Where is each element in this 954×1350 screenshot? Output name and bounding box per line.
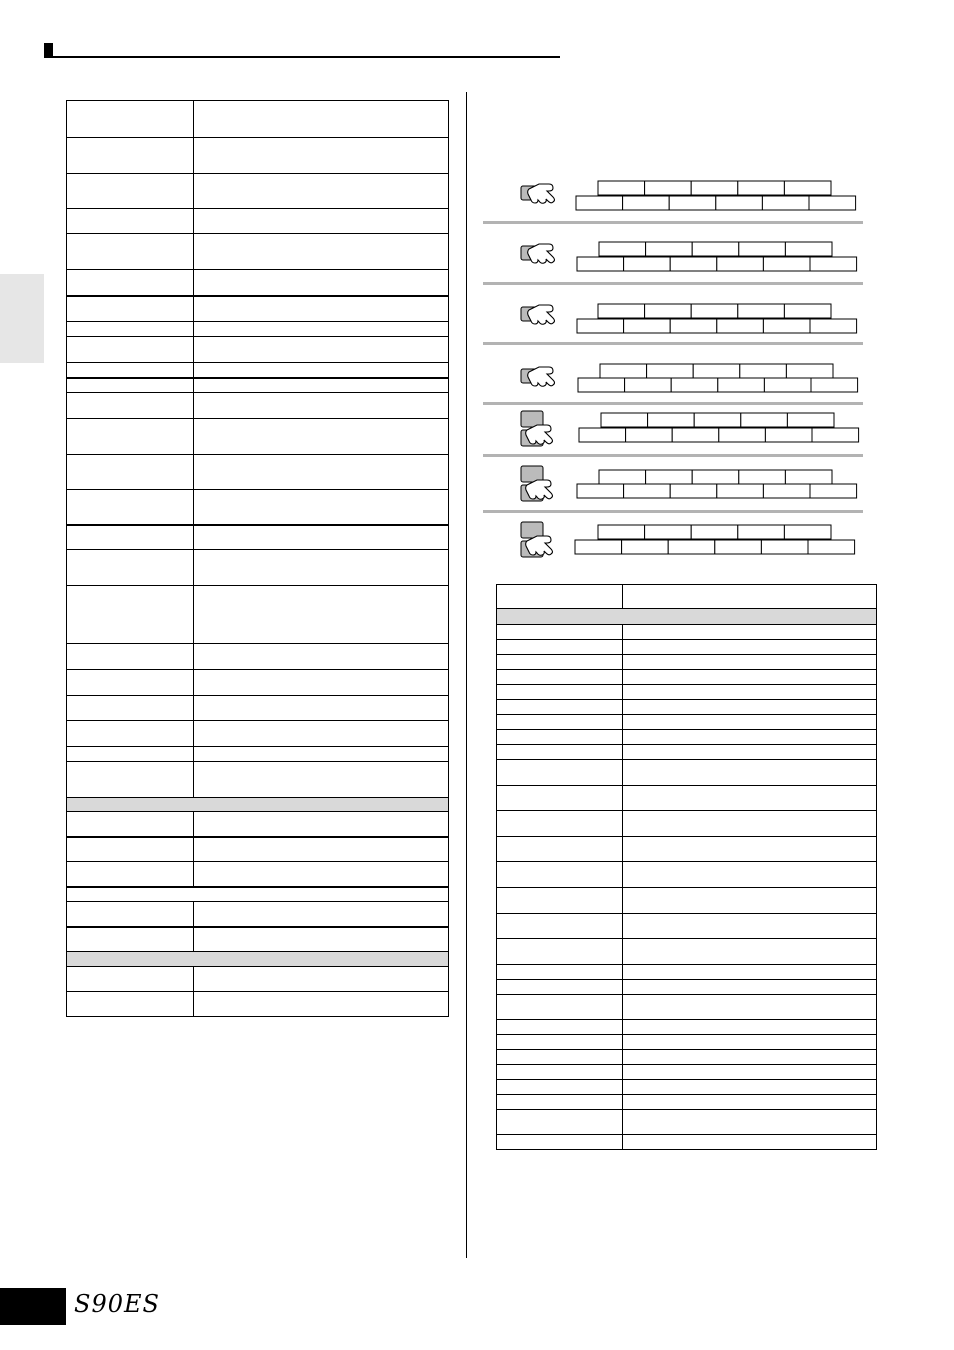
left-table-label-cell — [67, 296, 194, 322]
left-table-row — [67, 138, 449, 174]
sequence-box — [717, 257, 764, 271]
sequence-box — [716, 196, 763, 210]
sequence-box — [575, 540, 622, 554]
sequence-box — [623, 196, 670, 210]
left-table-row — [67, 967, 449, 992]
sequence-box — [740, 364, 787, 378]
right-table-label-cell — [497, 640, 623, 655]
right-table-value-cell — [623, 980, 877, 995]
left-table-value-cell — [194, 902, 449, 927]
right-table-label-cell — [497, 914, 623, 939]
left-table-value-cell — [194, 337, 449, 363]
right-table-label-cell — [497, 1020, 623, 1035]
sequence-box — [810, 484, 857, 498]
left-table-label-cell — [67, 525, 194, 550]
right-table-value-cell — [623, 700, 877, 715]
sequence-box — [692, 242, 739, 256]
left-table-row — [67, 455, 449, 490]
left-table-value-cell — [194, 550, 449, 586]
left-table-label-cell — [67, 393, 194, 419]
sequence-box — [694, 413, 741, 427]
right-table-label-cell — [497, 995, 623, 1020]
sequence-box — [670, 319, 717, 333]
sequence-box — [810, 319, 857, 333]
left-table-value-cell — [194, 393, 449, 419]
right-table-row — [497, 980, 877, 995]
right-table-row — [497, 914, 877, 939]
sequence-box — [763, 484, 810, 498]
right-table-label-cell — [497, 685, 623, 700]
right-table-value-cell — [623, 1135, 877, 1150]
left-table-label-cell — [67, 378, 194, 393]
right-table-row — [497, 939, 877, 965]
right-table-value-cell — [623, 670, 877, 685]
sequence-box — [599, 242, 646, 256]
sequence-box — [601, 413, 648, 427]
left-table-value-cell — [194, 209, 449, 234]
left-table-value-cell — [194, 322, 449, 337]
sequence-box — [762, 196, 809, 210]
diagram-separator — [483, 402, 863, 405]
sequence-box — [577, 484, 624, 498]
left-table-value-cell — [194, 586, 449, 644]
left-table-value-cell — [194, 419, 449, 455]
right-table-row — [497, 640, 877, 655]
left-table-row — [67, 101, 449, 138]
sequence-box — [761, 540, 808, 554]
sequence-box — [763, 319, 810, 333]
right-table-value-cell — [623, 837, 877, 862]
left-table-row — [67, 378, 449, 393]
left-table-value-cell — [194, 927, 449, 952]
left-table-value-cell — [194, 490, 449, 525]
left-table-value-cell — [194, 644, 449, 670]
left-table-row — [67, 644, 449, 670]
sequence-box — [691, 181, 738, 195]
sequence-box — [669, 196, 716, 210]
left-table-row — [67, 234, 449, 270]
sequence-box — [784, 304, 831, 318]
pointing-hand-icon — [526, 480, 553, 499]
left-table-row — [67, 550, 449, 586]
right-table-row — [497, 585, 877, 609]
left-table-row — [67, 174, 449, 209]
pointing-hand-icon — [528, 244, 555, 263]
diagram-separator — [483, 342, 863, 345]
right-table-label-cell — [497, 1110, 623, 1135]
sequence-box — [765, 428, 812, 442]
right-table-value-cell — [623, 914, 877, 939]
right-table-label-cell — [497, 1135, 623, 1150]
pointing-hand-icon — [526, 536, 553, 555]
sequence-box — [648, 413, 695, 427]
right-table-value-cell — [623, 1065, 877, 1080]
left-table-row — [67, 862, 449, 887]
right-table-label-cell — [497, 786, 623, 811]
left-table-row — [67, 670, 449, 696]
right-table-label-cell — [497, 625, 623, 640]
sequence-box — [646, 242, 693, 256]
left-table-section-cell — [67, 887, 449, 902]
right-table-row — [497, 609, 877, 625]
right-table-row — [497, 811, 877, 837]
left-table-label-cell — [67, 721, 194, 747]
button-icon — [521, 369, 547, 383]
sequence-box — [738, 304, 785, 318]
sequence-box — [625, 378, 672, 392]
left-table-value-cell — [194, 234, 449, 270]
right-table-row — [497, 655, 877, 670]
page-number-box — [0, 1288, 66, 1325]
sequence-box — [577, 319, 624, 333]
sequence-box — [626, 428, 673, 442]
sequence-box — [717, 484, 764, 498]
right-table-row — [497, 1035, 877, 1050]
left-table-value-cell — [194, 992, 449, 1017]
right-table-row — [497, 760, 877, 786]
right-table-row — [497, 1020, 877, 1035]
sequence-box — [670, 484, 717, 498]
right-table-value-cell — [623, 640, 877, 655]
sequence-box — [784, 181, 831, 195]
right-table-label-cell — [497, 1080, 623, 1095]
right-table-label-cell — [497, 670, 623, 685]
button-icon — [521, 411, 543, 427]
left-table-row — [67, 490, 449, 525]
sequence-box — [598, 525, 645, 539]
right-table-row — [497, 625, 877, 640]
right-table-label-cell — [497, 888, 623, 914]
left-table-value-cell — [194, 862, 449, 887]
sequence-box — [811, 378, 858, 392]
left-table-row — [67, 887, 449, 902]
left-table-row — [67, 419, 449, 455]
right-table-label-cell — [497, 862, 623, 888]
sequence-box — [576, 196, 623, 210]
diagram-separator — [483, 221, 863, 224]
sequence-box — [738, 525, 785, 539]
left-table-row — [67, 337, 449, 363]
sequence-box — [764, 378, 811, 392]
left-table-value-cell — [194, 270, 449, 296]
sequence-box — [763, 257, 810, 271]
right-table-value-cell — [623, 862, 877, 888]
right-table-value-cell — [623, 939, 877, 965]
right-table-value-cell — [623, 730, 877, 745]
button-icon — [521, 485, 543, 501]
right-table-label-cell — [497, 1050, 623, 1065]
left-table-label-cell — [67, 490, 194, 525]
sequence-box — [671, 378, 718, 392]
right-table-label-cell — [497, 715, 623, 730]
right-table-value-cell — [623, 1080, 877, 1095]
right-table-row — [497, 995, 877, 1020]
left-table-value-cell — [194, 696, 449, 721]
right-table-row — [497, 685, 877, 700]
right-table-row — [497, 730, 877, 745]
sequence-box — [785, 470, 832, 484]
right-table-label-cell — [497, 811, 623, 837]
sequence-box — [600, 364, 647, 378]
button-icon — [521, 522, 543, 538]
left-table-label-cell — [67, 337, 194, 363]
right-table-label-cell — [497, 1065, 623, 1080]
sequence-box — [645, 525, 692, 539]
left-table-row — [67, 363, 449, 378]
right-parameter-table — [496, 584, 877, 1150]
diagram-separator — [483, 510, 863, 513]
pointing-hand-icon — [528, 184, 555, 203]
left-table-row — [67, 812, 449, 837]
right-table-row — [497, 965, 877, 980]
left-table-value-cell — [194, 525, 449, 550]
sequence-box — [579, 428, 626, 442]
left-table-label-cell — [67, 322, 194, 337]
right-table-label-cell — [497, 760, 623, 786]
sequence-box — [786, 364, 833, 378]
sequence-box — [693, 364, 740, 378]
right-table-label-cell — [497, 837, 623, 862]
sequence-box — [645, 181, 692, 195]
sequence-box — [668, 540, 715, 554]
right-table-row — [497, 1050, 877, 1065]
left-table-row — [67, 837, 449, 862]
left-table-row — [67, 696, 449, 721]
sequence-box — [691, 304, 738, 318]
right-table-value-cell — [623, 1020, 877, 1035]
pointing-hand-icon — [528, 367, 555, 386]
pointing-hand-icon — [528, 305, 555, 324]
left-table-row — [67, 270, 449, 296]
right-table-value-cell — [623, 811, 877, 837]
right-table-row — [497, 1065, 877, 1080]
left-table-row — [67, 762, 449, 798]
left-table-row — [67, 927, 449, 952]
left-table-label-cell — [67, 696, 194, 721]
right-table-row — [497, 670, 877, 685]
left-table-value-cell — [194, 455, 449, 490]
left-table-row — [67, 902, 449, 927]
right-table-value-cell — [623, 786, 877, 811]
diagram-separator — [483, 282, 863, 285]
left-table-row — [67, 296, 449, 322]
left-table-label-cell — [67, 670, 194, 696]
right-table-row — [497, 888, 877, 914]
sequence-box — [624, 484, 671, 498]
column-divider — [466, 92, 467, 1258]
right-table-value-cell — [623, 1035, 877, 1050]
right-table-value-cell — [623, 625, 877, 640]
right-table-row — [497, 862, 877, 888]
sequence-box — [645, 304, 692, 318]
right-table-label-cell — [497, 1095, 623, 1110]
sequence-box — [739, 242, 786, 256]
sequence-box — [812, 428, 859, 442]
sequence-box — [647, 364, 694, 378]
left-table-value-cell — [194, 174, 449, 209]
sequence-box — [718, 378, 765, 392]
left-table-value-cell — [194, 363, 449, 378]
sequence-box — [622, 540, 669, 554]
diagram-separator — [483, 454, 863, 457]
left-table-value-cell — [194, 378, 449, 393]
pointing-hand-icon — [526, 425, 553, 444]
right-table-value-cell — [623, 1095, 877, 1110]
left-table-label-cell — [67, 644, 194, 670]
left-table-label-cell — [67, 927, 194, 952]
right-table-row — [497, 715, 877, 730]
right-table-row — [497, 1110, 877, 1135]
right-table-label-cell — [497, 745, 623, 760]
sequence-box — [672, 428, 719, 442]
left-table-row — [67, 393, 449, 419]
sequence-box — [691, 525, 738, 539]
right-table-row — [497, 745, 877, 760]
left-table-row — [67, 322, 449, 337]
right-table-row — [497, 1135, 877, 1150]
left-table-section-cell — [67, 798, 449, 812]
sequence-box — [808, 540, 855, 554]
left-table-label-cell — [67, 586, 194, 644]
left-table-label-cell — [67, 992, 194, 1017]
left-table-value-cell — [194, 967, 449, 992]
left-table-label-cell — [67, 862, 194, 887]
left-table-label-cell — [67, 550, 194, 586]
right-table-value-cell — [623, 1050, 877, 1065]
right-table-row — [497, 700, 877, 715]
button-icon — [521, 307, 547, 321]
right-table-value-cell — [623, 888, 877, 914]
header-rule — [44, 56, 560, 58]
left-table-row — [67, 209, 449, 234]
button-icon — [521, 186, 547, 200]
button-icon — [521, 466, 543, 482]
sequence-box — [646, 470, 693, 484]
sequence-box — [624, 257, 671, 271]
right-table-row — [497, 837, 877, 862]
right-table-value-cell — [623, 965, 877, 980]
left-table-label-cell — [67, 101, 194, 138]
left-table-label-cell — [67, 837, 194, 862]
right-table-value-cell — [623, 995, 877, 1020]
left-table-label-cell — [67, 363, 194, 378]
left-table-value-cell — [194, 721, 449, 747]
sequence-box — [577, 257, 624, 271]
sequence-box — [598, 304, 645, 318]
right-table-value-cell — [623, 715, 877, 730]
sequence-box — [715, 540, 762, 554]
left-table-label-cell — [67, 234, 194, 270]
right-table-value-cell — [623, 685, 877, 700]
left-table-label-cell — [67, 419, 194, 455]
left-table-label-cell — [67, 812, 194, 837]
right-table-label-cell — [497, 655, 623, 670]
right-table-row — [497, 1080, 877, 1095]
sequence-box — [785, 242, 832, 256]
sequence-box — [739, 470, 786, 484]
right-table-label-cell — [497, 730, 623, 745]
left-table-label-cell — [67, 174, 194, 209]
right-table-row — [497, 1095, 877, 1110]
sequence-box — [624, 319, 671, 333]
left-table-section-cell — [67, 952, 449, 967]
sequence-box — [738, 181, 785, 195]
left-table-label-cell — [67, 762, 194, 798]
left-table-label-cell — [67, 967, 194, 992]
right-table-row — [497, 786, 877, 811]
left-table-row — [67, 952, 449, 967]
left-table-value-cell — [194, 812, 449, 837]
left-table-row — [67, 586, 449, 644]
sequence-box — [717, 319, 764, 333]
left-table-value-cell — [194, 138, 449, 174]
left-table-value-cell — [194, 747, 449, 762]
left-table-label-cell — [67, 455, 194, 490]
sequence-box — [692, 470, 739, 484]
right-table-value-cell — [623, 585, 877, 609]
right-table-label-cell — [497, 585, 623, 609]
left-table-value-cell — [194, 670, 449, 696]
sequence-box — [809, 196, 856, 210]
sequence-box — [741, 413, 788, 427]
left-table-row — [67, 992, 449, 1017]
left-table-label-cell — [67, 209, 194, 234]
button-icon — [521, 430, 543, 446]
left-parameter-table — [66, 100, 449, 1017]
right-table-value-cell — [623, 655, 877, 670]
right-table-label-cell — [497, 980, 623, 995]
left-table-label-cell — [67, 747, 194, 762]
left-table-row — [67, 747, 449, 762]
sequence-box — [670, 257, 717, 271]
left-table-value-cell — [194, 762, 449, 798]
right-table-value-cell — [623, 1110, 877, 1135]
button-icon — [521, 246, 547, 260]
left-table-label-cell — [67, 138, 194, 174]
right-table-section-cell — [497, 609, 877, 625]
sequence-box — [599, 470, 646, 484]
left-table-value-cell — [194, 101, 449, 138]
left-table-row — [67, 721, 449, 747]
product-logo: S90ES — [74, 1290, 160, 1318]
right-table-value-cell — [623, 760, 877, 786]
left-table-row — [67, 525, 449, 550]
right-table-value-cell — [623, 745, 877, 760]
section-tab — [0, 274, 44, 363]
left-table-value-cell — [194, 296, 449, 322]
left-table-row — [67, 798, 449, 812]
left-table-label-cell — [67, 270, 194, 296]
button-icon — [521, 541, 543, 557]
right-table-label-cell — [497, 939, 623, 965]
right-table-label-cell — [497, 700, 623, 715]
sequence-box — [578, 378, 625, 392]
sequence-box — [719, 428, 766, 442]
right-table-label-cell — [497, 965, 623, 980]
right-table-label-cell — [497, 1035, 623, 1050]
sequence-box — [598, 181, 645, 195]
sequence-box — [787, 413, 834, 427]
sequence-box — [784, 525, 831, 539]
left-table-value-cell — [194, 837, 449, 862]
sequence-box — [810, 257, 857, 271]
left-table-label-cell — [67, 902, 194, 927]
